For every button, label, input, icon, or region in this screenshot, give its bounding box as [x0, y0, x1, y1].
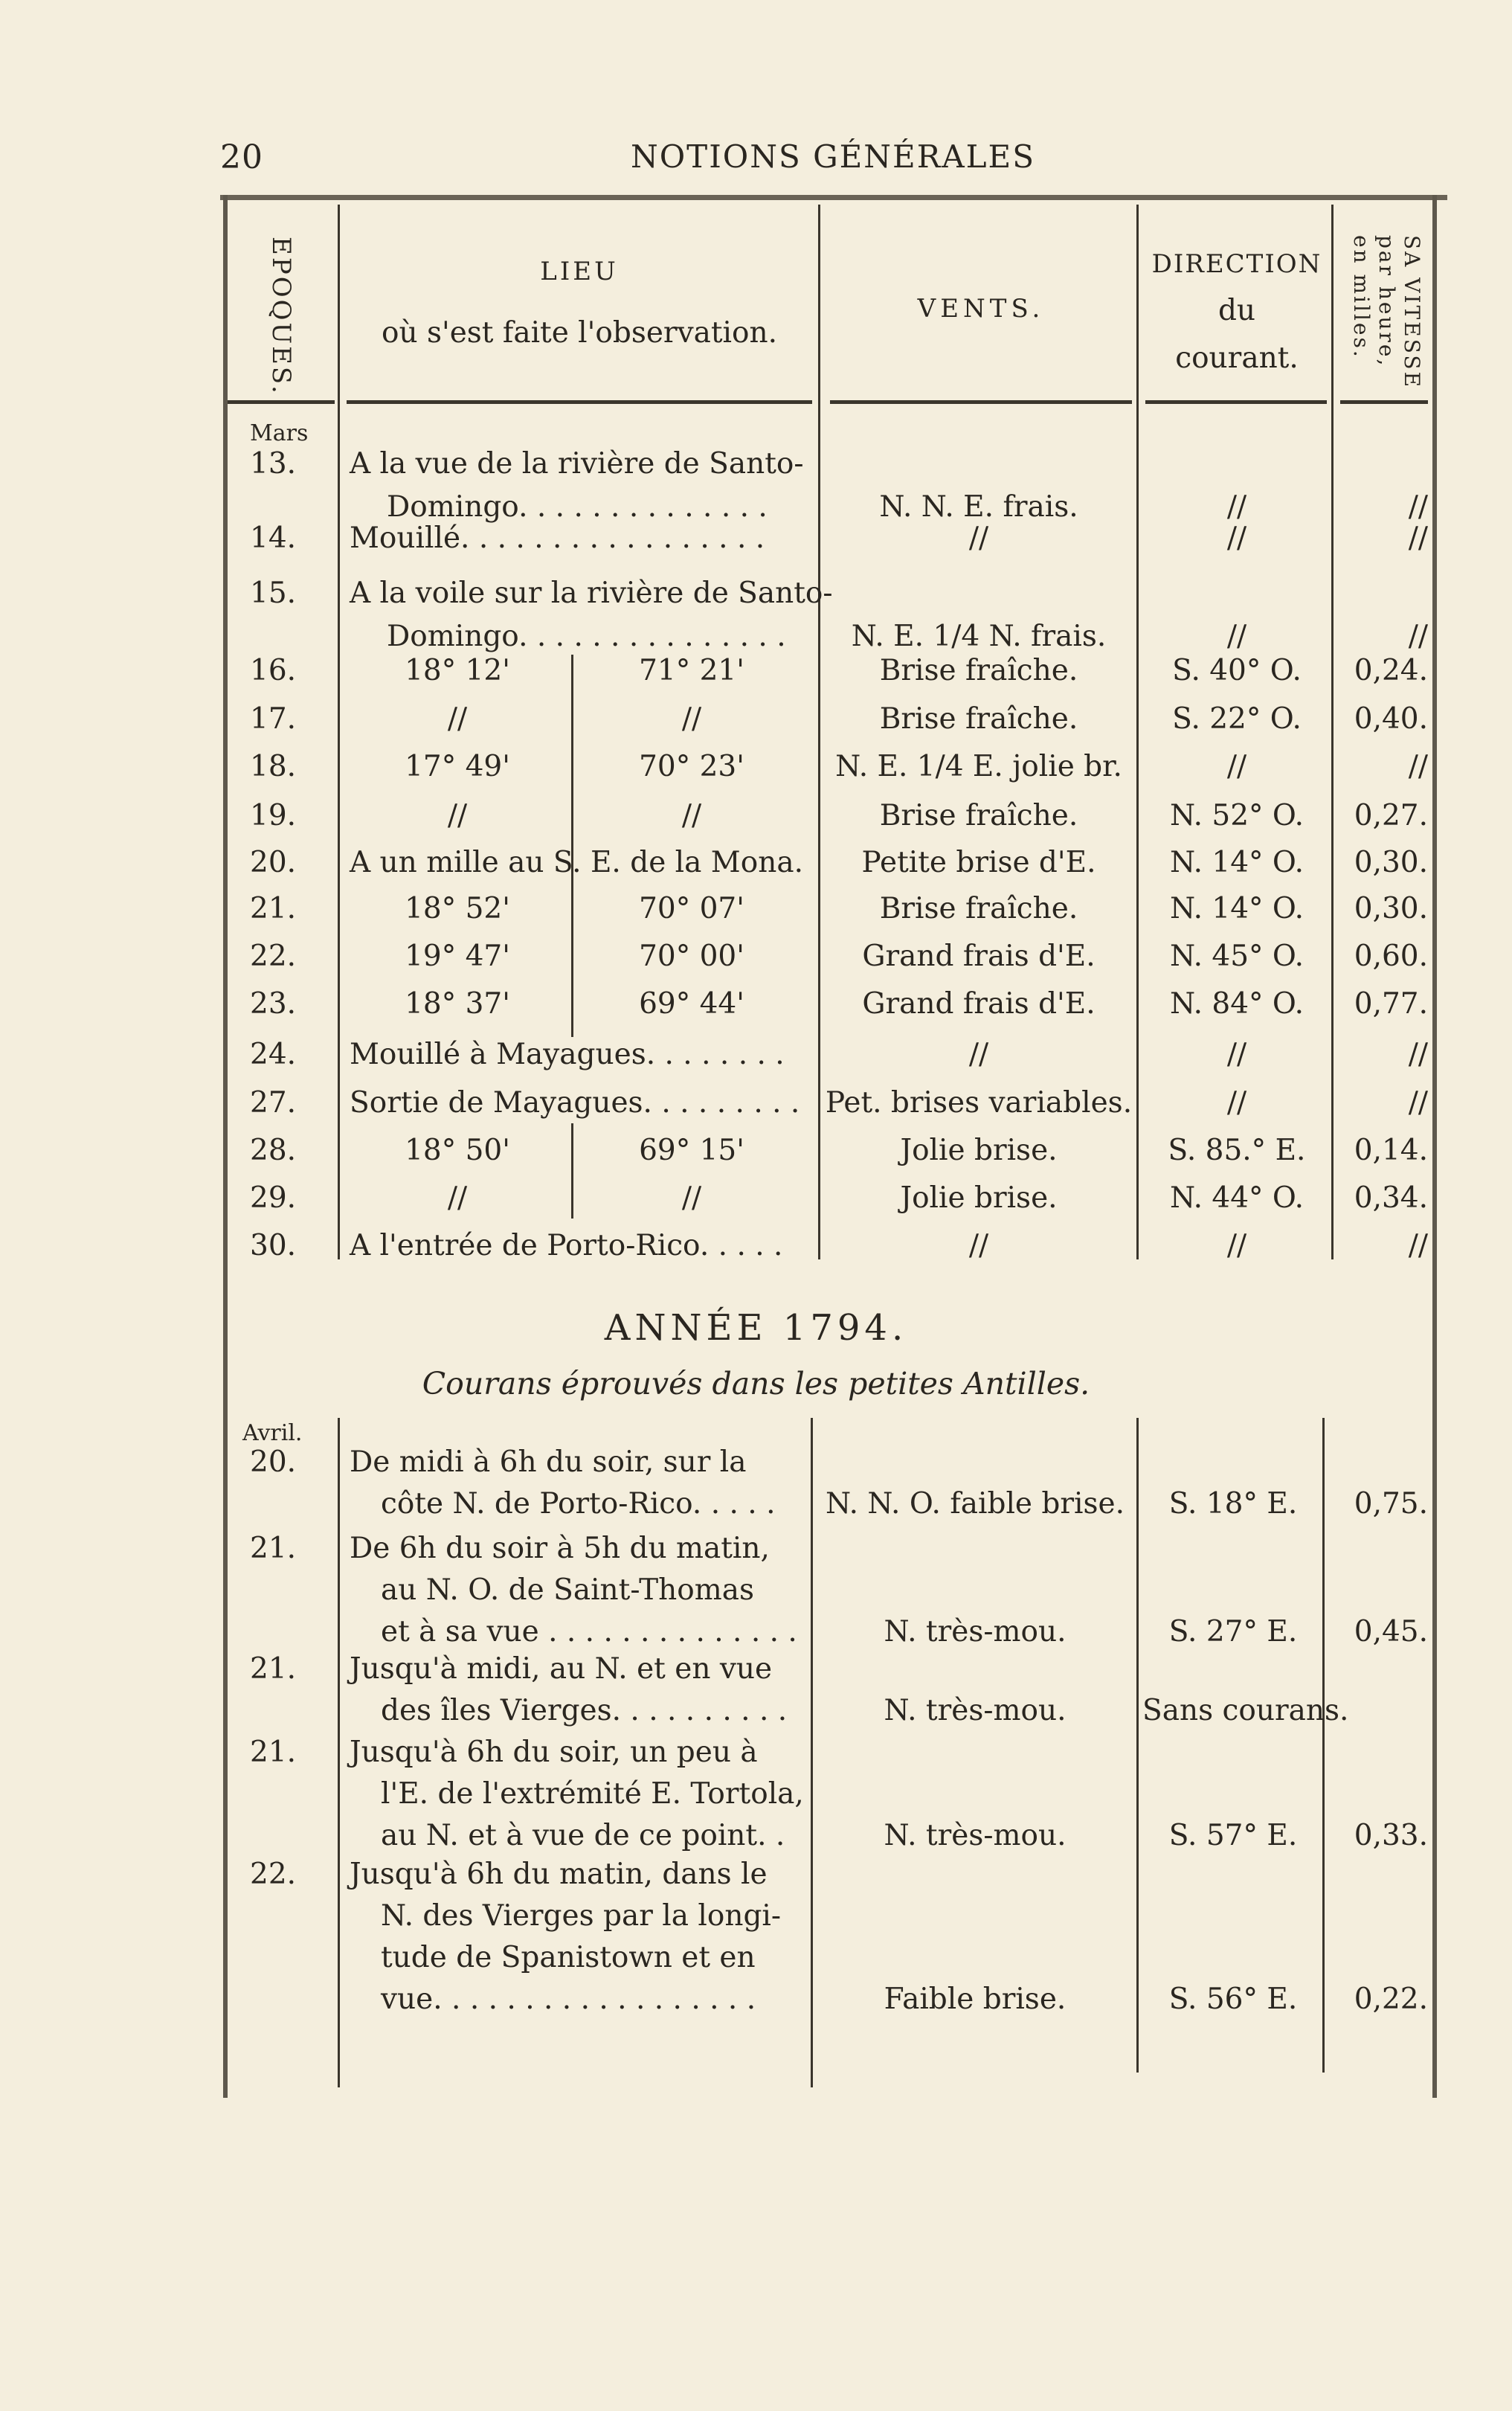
day-cell: 13. — [250, 447, 297, 481]
vitesse-cell: 0,75. — [1354, 1487, 1428, 1521]
direction-cell: // — [1226, 750, 1247, 783]
direction-cell: N. 45° O. — [1169, 940, 1304, 973]
day-cell: 15. — [250, 577, 297, 610]
lieu-line: côte N. de Porto-Rico. . . . . — [381, 1487, 776, 1521]
day-cell: 28. — [250, 1134, 297, 1167]
header-underline-4 — [1145, 400, 1327, 404]
vitesse-header-3: en milles. — [1349, 235, 1374, 359]
direction-du: du — [1217, 294, 1256, 327]
day-cell: 14. — [250, 521, 297, 555]
direction-cell: N. 44° O. — [1169, 1181, 1304, 1215]
lieu-line: Jusqu'à midi, au N. et en vue — [350, 1652, 773, 1686]
vitesse-cell: // — [1408, 750, 1428, 783]
vitesse-cell: 0,30. — [1354, 846, 1428, 879]
longitude-cell: // — [681, 702, 702, 736]
lieu-cell: A la vue de la rivière de Santo- — [350, 447, 804, 481]
lieu-cell-cont: Domingo. . . . . . . . . . . . . . — [387, 490, 768, 524]
lieu-cell-cont: Domingo. . . . . . . . . . . . . . . — [387, 620, 786, 653]
vitesse-header-1: SA VITESSE — [1400, 235, 1425, 390]
vitesse-cell: 0,14. — [1354, 1134, 1428, 1167]
vents-cell: N. très-mou. — [884, 1615, 1067, 1648]
s2-col-sep-3 — [1136, 1418, 1139, 2073]
lieu-line: De 6h du soir à 5h du matin, — [350, 1532, 770, 1565]
vitesse-cell: 0,33. — [1354, 1819, 1428, 1852]
direction-cell: // — [1226, 521, 1247, 555]
vents-cell: // — [968, 521, 989, 555]
year-title: ANNÉE 1794. — [604, 1307, 908, 1349]
running-title: NOTIONS GÉNÉRALES — [631, 138, 1035, 175]
latlon-sep-2 — [571, 1123, 573, 1219]
month-label: Mars — [250, 420, 309, 446]
epoques-header: EPOQUES. — [266, 237, 297, 396]
vents-cell: Brise fraîche. — [879, 702, 1078, 736]
day-cell: 21. — [250, 1736, 297, 1769]
day-cell: 22. — [250, 940, 297, 973]
vents-cell: // — [968, 1229, 989, 1262]
col-sep-3 — [1136, 205, 1139, 1259]
vitesse-cell: // — [1408, 1038, 1428, 1071]
day-cell: 29. — [250, 1181, 297, 1215]
month-label: Avril. — [242, 1420, 303, 1446]
vitesse-cell: // — [1408, 490, 1428, 524]
direction-cell: N. 14° O. — [1169, 892, 1304, 925]
col-sep-2 — [818, 205, 820, 1259]
longitude-cell: 70° 23' — [639, 750, 744, 783]
latitude-cell: 18° 52' — [405, 892, 510, 925]
direction-cell: // — [1226, 1086, 1247, 1120]
latitude-cell: 19° 47' — [405, 940, 510, 973]
vitesse-cell: 0,22. — [1354, 1983, 1428, 2016]
latitude-cell: 18° 12' — [405, 654, 510, 687]
s2-col-sep-1 — [338, 1418, 340, 2087]
day-cell: 30. — [250, 1229, 297, 1262]
latitude-cell: // — [447, 1181, 468, 1215]
vents-cell: N. E. 1/4 N. frais. — [851, 620, 1107, 653]
direction-cell: S. 18° E. — [1168, 1487, 1298, 1521]
vents-cell: // — [968, 1038, 989, 1071]
vitesse-cell: // — [1408, 620, 1428, 653]
longitude-cell: 69° 44' — [639, 987, 744, 1021]
latitude-cell: // — [447, 799, 468, 832]
lieu-line: De midi à 6h du soir, sur la — [350, 1445, 747, 1479]
direction-cell: S. 22° O. — [1172, 702, 1302, 736]
direction-cell: Sans courans. — [1142, 1694, 1349, 1727]
top-border — [220, 195, 1447, 200]
vitesse-cell: 0,60. — [1354, 940, 1428, 973]
vitesse-cell: 0,40. — [1354, 702, 1428, 736]
lieu-cell: A un mille au S. E. de la Mona. — [350, 846, 803, 879]
latitude-cell: // — [447, 702, 468, 736]
longitude-cell: 70° 00' — [639, 940, 744, 973]
longitude-cell: 70° 07' — [639, 892, 744, 925]
vitesse-cell: // — [1408, 1229, 1428, 1262]
day-cell: 21. — [250, 892, 297, 925]
day-cell: 21. — [250, 1652, 297, 1686]
day-cell: 27. — [250, 1086, 297, 1120]
vitesse-cell: // — [1408, 521, 1428, 555]
latitude-cell: 18° 37' — [405, 987, 510, 1021]
lieu-line: des îles Vierges. . . . . . . . . . — [381, 1694, 788, 1727]
day-cell: 24. — [250, 1038, 297, 1071]
day-cell: 17. — [250, 702, 297, 736]
left-border — [223, 195, 228, 2098]
direction-cell: S. 27° E. — [1168, 1615, 1298, 1648]
longitude-cell: 69° 15' — [639, 1134, 744, 1167]
latitude-cell: 17° 49' — [405, 750, 510, 783]
lieu-line: tude de Spanistown et en — [381, 1941, 756, 1974]
vents-cell: Brise fraîche. — [879, 654, 1078, 687]
day-cell: 20. — [250, 1445, 297, 1479]
vents-cell: Grand frais d'E. — [862, 987, 1096, 1021]
col-sep-1 — [338, 205, 340, 1259]
direction-cell: N. 52° O. — [1169, 799, 1304, 832]
year-subtitle: Courans éprouvés dans les petites Antilles. — [422, 1366, 1090, 1402]
vents-cell: Pet. brises variables. — [825, 1086, 1133, 1120]
vents-cell: N. N. E. frais. — [879, 490, 1078, 524]
direction-courant: courant. — [1175, 341, 1299, 375]
vents-cell: Brise fraîche. — [879, 892, 1078, 925]
vitesse-cell: 0,30. — [1354, 892, 1428, 925]
lieu-line: et à sa vue . . . . . . . . . . . . . . — [381, 1615, 797, 1648]
longitude-cell: // — [681, 1181, 702, 1215]
lieu-line: Jusqu'à 6h du soir, un peu à — [350, 1736, 758, 1769]
lieu-line: Jusqu'à 6h du matin, dans le — [350, 1858, 768, 1891]
vents-header: VENTS. — [917, 294, 1045, 324]
vitesse-cell: 0,27. — [1354, 799, 1428, 832]
header-underline-1 — [228, 400, 335, 404]
longitude-cell: // — [681, 799, 702, 832]
vents-cell: Faible brise. — [884, 1983, 1067, 2016]
lieu-line: l'E. de l'extrémité E. Tortola, — [381, 1777, 804, 1811]
direction-cell: S. 57° E. — [1168, 1819, 1298, 1852]
vents-cell: Brise fraîche. — [879, 799, 1078, 832]
day-cell: 19. — [250, 799, 297, 832]
vitesse-cell: 0,24. — [1354, 654, 1428, 687]
direction-cell: // — [1226, 620, 1247, 653]
direction-cell: S. 40° O. — [1172, 654, 1302, 687]
vitesse-cell: 0,45. — [1354, 1615, 1428, 1648]
direction-cell: // — [1226, 1038, 1247, 1071]
vents-cell: Petite brise d'E. — [861, 846, 1096, 879]
header-underline-2 — [347, 400, 812, 404]
lieu-cell: Mouillé à Mayagues. . . . . . . . — [350, 1038, 785, 1071]
lieu-cell: A l'entrée de Porto-Rico. . . . . — [350, 1229, 783, 1262]
right-border — [1432, 195, 1437, 2098]
header-underline-3 — [830, 400, 1132, 404]
lieu-header: LIEU — [540, 257, 619, 286]
lieu-line: N. des Vierges par la longi- — [381, 1899, 782, 1933]
direction-cell: S. 56° E. — [1168, 1983, 1298, 2016]
vitesse-cell: 0,77. — [1354, 987, 1428, 1021]
header-underline-5 — [1340, 400, 1428, 404]
direction-cell: N. 84° O. — [1169, 987, 1304, 1021]
lieu-line: au N. et à vue de ce point. . — [381, 1819, 785, 1852]
direction-cell: N. 14° O. — [1169, 846, 1304, 879]
vents-cell: N. très-mou. — [884, 1819, 1067, 1852]
col-sep-4 — [1331, 205, 1334, 1259]
latitude-cell: 18° 50' — [405, 1134, 510, 1167]
direction-header: DIRECTION — [1151, 249, 1322, 279]
vents-cell: Jolie brise. — [900, 1181, 1058, 1215]
lieu-subheader: où s'est faite l'observation. — [381, 316, 777, 350]
day-cell: 23. — [250, 987, 297, 1021]
lieu-cell: A la voile sur la rivière de Santo- — [350, 577, 833, 610]
vents-cell: N. E. 1/4 E. jolie br. — [835, 750, 1122, 783]
direction-cell: // — [1226, 1229, 1247, 1262]
lieu-line: au N. O. de Saint-Thomas — [381, 1573, 754, 1607]
lieu-cell: Sortie de Mayagues. . . . . . . . . — [350, 1086, 800, 1120]
direction-cell: S. 85.° E. — [1168, 1134, 1306, 1167]
lieu-cell: Mouillé. . . . . . . . . . . . . . . . . — [350, 521, 765, 555]
day-cell: 22. — [250, 1858, 297, 1891]
vitesse-header-2: par heure, — [1374, 235, 1400, 368]
s2-col-sep-2 — [811, 1418, 813, 2087]
vents-cell: N. très-mou. — [884, 1694, 1067, 1727]
page-number: 20 — [220, 138, 263, 176]
day-cell: 16. — [250, 654, 297, 687]
day-cell: 20. — [250, 846, 297, 879]
vitesse-cell: 0,34. — [1354, 1181, 1428, 1215]
vents-cell: Grand frais d'E. — [862, 940, 1096, 973]
vents-cell: N. N. O. faible brise. — [826, 1487, 1125, 1521]
vitesse-cell: // — [1408, 1086, 1428, 1120]
day-cell: 18. — [250, 750, 297, 783]
longitude-cell: 71° 21' — [639, 654, 744, 687]
vents-cell: Jolie brise. — [900, 1134, 1058, 1167]
direction-cell: // — [1226, 490, 1247, 524]
day-cell: 21. — [250, 1532, 297, 1565]
lieu-line: vue. . . . . . . . . . . . . . . . . . — [381, 1983, 756, 2016]
